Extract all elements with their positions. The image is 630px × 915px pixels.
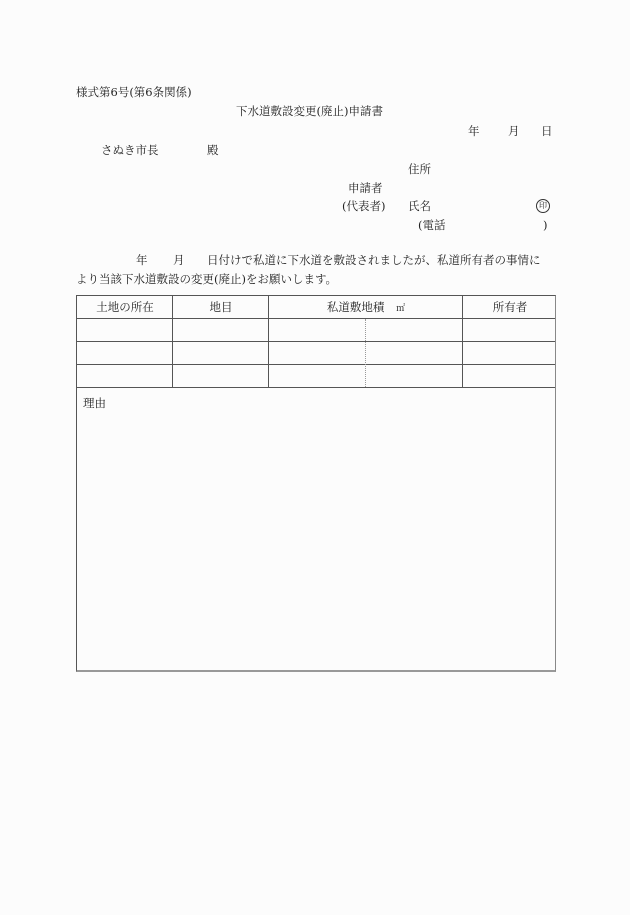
body-line2: より当該下水道敷設の変更(廃止)をお願いします。 <box>76 272 338 286</box>
body-line1: 日付けで私道に下水道を敷設されましたが、私道所有者の事情に <box>207 253 541 267</box>
cell-location[interactable] <box>77 342 172 364</box>
cell-owner[interactable] <box>463 365 557 387</box>
cell-area-decimal[interactable] <box>366 342 462 364</box>
representative-label: (代表者) <box>342 199 386 213</box>
header-area <box>269 300 463 316</box>
cell-area-integer[interactable] <box>269 365 365 387</box>
addressee-honorific: 殿 <box>207 143 219 157</box>
reason-field[interactable] <box>77 414 555 670</box>
header-area-unit: ㎡ <box>396 304 406 314</box>
name-label: 氏名 <box>408 199 431 213</box>
cell-land-category[interactable] <box>173 319 268 341</box>
table-row <box>77 319 555 342</box>
cell-owner[interactable] <box>463 342 557 364</box>
cell-land-category[interactable] <box>173 342 268 364</box>
cell-owner[interactable] <box>463 319 557 341</box>
cell-location[interactable] <box>77 365 172 387</box>
cell-area-integer[interactable] <box>269 319 365 341</box>
table-row <box>77 365 555 388</box>
applicant-label: 申請者 <box>348 181 383 195</box>
body-month: 月 <box>173 253 185 267</box>
date-year: 年 <box>468 124 480 138</box>
land-table <box>76 295 556 672</box>
cell-area-integer[interactable] <box>269 342 365 364</box>
cell-location[interactable] <box>77 319 172 341</box>
header-location: 土地の所在 <box>96 300 154 314</box>
header-land-category: 地目 <box>209 300 233 314</box>
reason-label: 理由 <box>83 396 106 410</box>
document-title: 下水道敷設変更(廃止)申請書 <box>236 104 383 118</box>
address-label: 住所 <box>408 162 431 176</box>
phone-open: (電話 <box>418 218 446 232</box>
body-year: 年 <box>136 253 148 267</box>
cell-area-decimal[interactable] <box>366 319 462 341</box>
seal-icon: 印 <box>536 199 550 213</box>
header-owner: 所有者 <box>492 300 528 314</box>
form-number: 様式第6号(第6条関係) <box>76 85 192 99</box>
table-row <box>77 342 555 365</box>
header-area-label: 私道敷地積 <box>326 300 385 314</box>
cell-land-category[interactable] <box>173 365 268 387</box>
date-month: 月 <box>508 124 520 138</box>
cell-area-decimal[interactable] <box>366 365 462 387</box>
phone-close: ) <box>543 218 548 232</box>
addressee-name: さぬき市長 <box>101 143 159 157</box>
date-day: 日 <box>541 124 553 138</box>
